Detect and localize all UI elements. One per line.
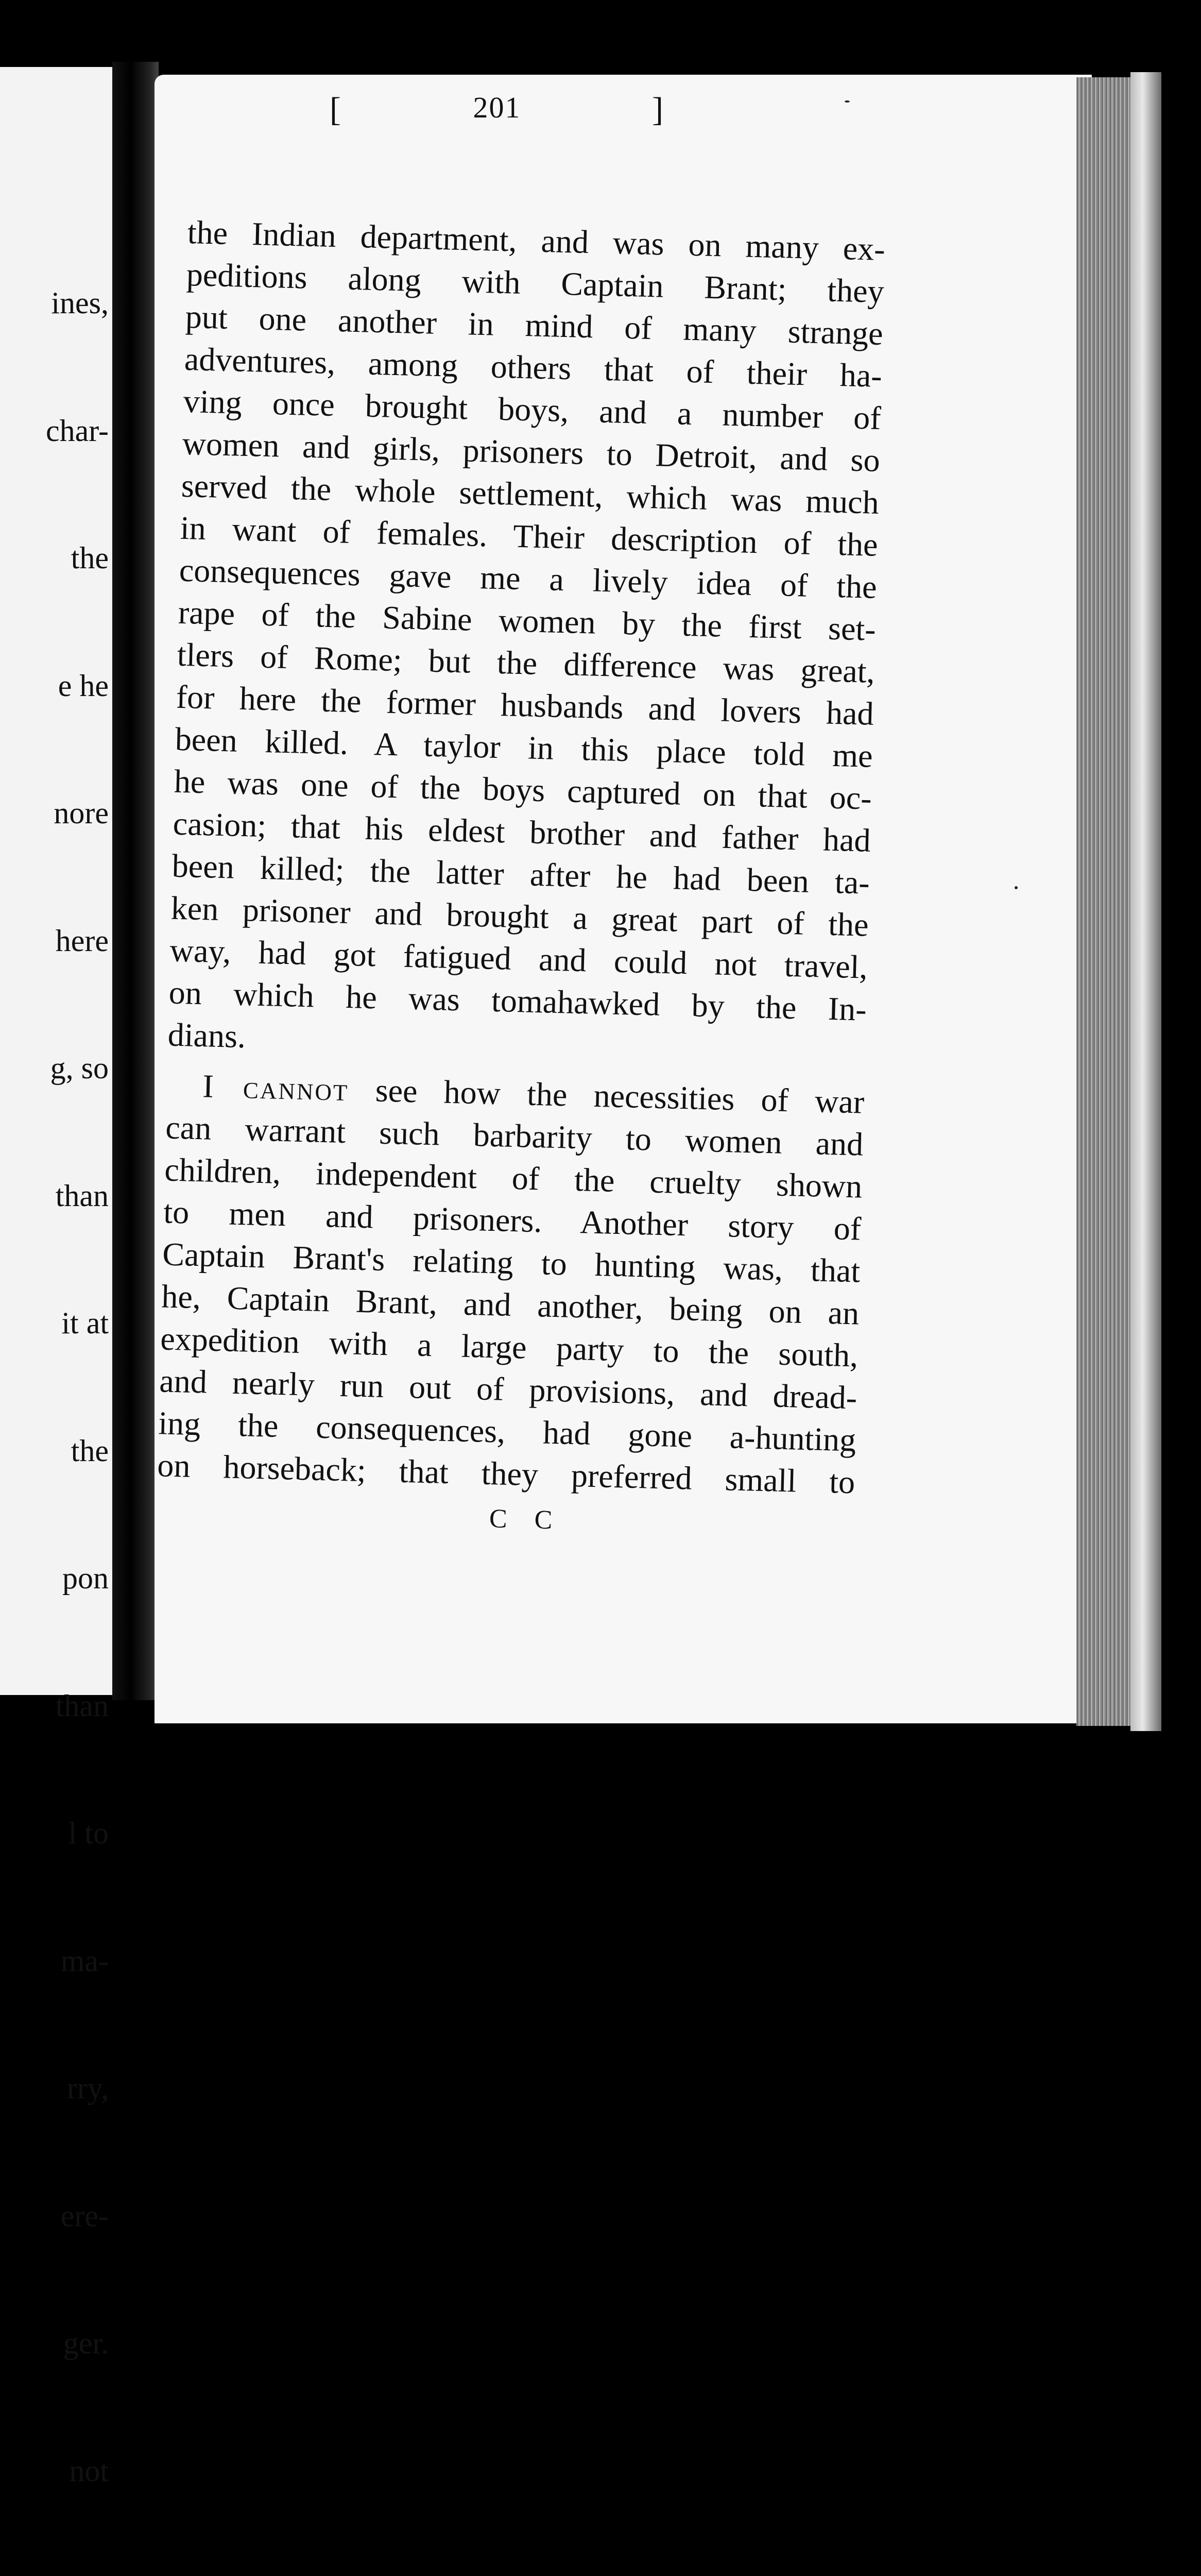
previous-page-line: ere- bbox=[60, 2198, 109, 2233]
text-line: way, had got fatigued and could not travel, bbox=[169, 931, 868, 986]
text-line: been killed; the latter after he had been ta- bbox=[171, 847, 870, 901]
text-line: Captain Brant's relating to hunting was, that bbox=[162, 1235, 861, 1290]
text-line: been killed. A taylor in this place told me bbox=[175, 720, 873, 774]
text-line: on which he was tomahawked by the In- bbox=[168, 974, 867, 1028]
text-line: women and girls, prisoners to Detroit, and so bbox=[182, 425, 881, 479]
page-header bbox=[330, 90, 664, 129]
text-line: casion; that his eldest brother and father had bbox=[173, 805, 871, 859]
text-line: ing the consequences, had gone a-hunting bbox=[158, 1404, 856, 1459]
text-line: ving once brought boys, and a number of bbox=[183, 382, 882, 436]
text-line: rape of the Sabine women by the first set- bbox=[178, 594, 877, 648]
text-line: on horseback; that they preferred small to bbox=[157, 1447, 855, 1501]
paper-speck bbox=[845, 100, 850, 103]
text-line: adventures, among others that of their ha- bbox=[184, 340, 883, 395]
text-line: in want of females. Their description of the bbox=[180, 509, 879, 563]
text-line: expedition with a large party to the south, bbox=[160, 1320, 859, 1374]
previous-page-line: pon bbox=[62, 1561, 109, 1595]
previous-page bbox=[0, 67, 116, 2488]
previous-page-line: char- bbox=[45, 413, 109, 448]
text-line: children, independent of the cruelty shown bbox=[164, 1151, 863, 1205]
page-number: 201 bbox=[473, 91, 521, 124]
body-text bbox=[157, 211, 886, 1503]
text-line: put one another in mind of many strange bbox=[185, 298, 884, 352]
page-stack-edges bbox=[1076, 77, 1133, 1726]
paragraph-opening-rest: see how the necessities of war bbox=[374, 1072, 865, 1121]
previous-page-line: ma- bbox=[60, 1943, 109, 1978]
header-bracket-open: [ bbox=[330, 91, 342, 128]
previous-page-text bbox=[46, 197, 109, 2576]
previous-page-line: not bbox=[69, 2453, 109, 2488]
book-gutter bbox=[112, 62, 159, 1700]
text-line: peditions along with Captain Brant; they bbox=[186, 256, 885, 310]
previous-page-line: e he bbox=[58, 668, 109, 703]
text-line: can warrant such barbarity to women and bbox=[165, 1109, 864, 1163]
previous-page-line: nore bbox=[54, 796, 109, 830]
text-line: the Indian department, and was on many ex- bbox=[187, 213, 886, 268]
previous-page-line: it at bbox=[61, 1306, 109, 1340]
previous-page-line: ines, bbox=[51, 286, 109, 320]
text-line: to men and prisoners. Another story of bbox=[163, 1193, 862, 1247]
text-line: for here the former husbands and lovers had bbox=[176, 678, 874, 732]
previous-page-line: here bbox=[55, 923, 109, 958]
previous-page-line: ger. bbox=[63, 2326, 109, 2360]
previous-page-line: g, so bbox=[50, 1051, 109, 1085]
page-stack-shadow bbox=[1130, 72, 1161, 1731]
paragraph-opening-word: I cannot bbox=[202, 1067, 350, 1108]
paper-speck bbox=[1015, 886, 1018, 889]
text-line: and nearly run out of provisions, and dread- bbox=[159, 1362, 857, 1416]
text-line: he was one of the boys captured on that oc- bbox=[174, 762, 872, 817]
previous-page-line: the bbox=[71, 541, 109, 575]
text-line: dians. bbox=[167, 1016, 246, 1055]
text-line: tlers of Rome; but the difference was great, bbox=[177, 636, 876, 690]
text-line: ken prisoner and brought a great part of the bbox=[170, 889, 869, 943]
text-line: served the whole settlement, which was much bbox=[181, 467, 880, 521]
previous-page-line: than bbox=[55, 1178, 109, 1213]
previous-page-line: rry, bbox=[66, 2071, 109, 2105]
previous-page-line: l to bbox=[68, 1816, 109, 1850]
signature-mark: C C bbox=[489, 1504, 563, 1535]
previous-page-line: than bbox=[55, 1688, 109, 1723]
header-bracket-close: ] bbox=[652, 91, 664, 128]
text-line: consequences gave me a lively idea of the bbox=[179, 551, 878, 605]
text-line: he, Captain Brant, and another, being on an bbox=[161, 1278, 860, 1332]
previous-page-line: the bbox=[71, 1433, 109, 1468]
